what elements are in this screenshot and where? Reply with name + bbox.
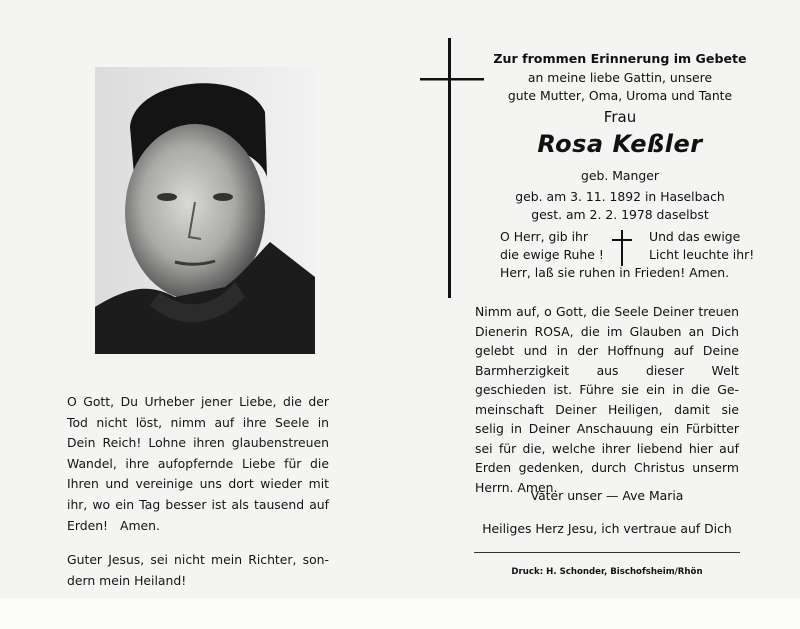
short-prayer-closing: Herr, laß sie ruhen in Frieden! Amen. bbox=[500, 265, 730, 280]
left-prayer-body: O Gott, Du Urheber jener Liebe, die der Tod nicht löst, nimm auf ihre Seele in Dein Reich! Lohne ihren glaubenstreuen Wandel, ihre aufopfernde Liebe für die Ihren und vereinige uns dort wieder mit ihr, wo ein Tag besser ist als tausend auf Erden! bbox=[67, 394, 329, 533]
portrait-photo bbox=[95, 67, 315, 354]
heiliges-herz-line: Heiliges Herz Jesu, ich vertraue auf Dich bbox=[482, 521, 732, 536]
guter-jesus-text: Guter Jesus, sei nicht mein Richter, sondern mein Heiland! bbox=[67, 552, 329, 588]
vater-unser-line: Vater unser — Ave Maria bbox=[530, 488, 684, 503]
deceased-name: Rosa Keßler bbox=[537, 130, 703, 158]
header-line-3: gute Mutter, Oma, Uroma und Tante bbox=[507, 88, 733, 103]
left-prayer-block bbox=[67, 392, 329, 591]
printer-credit: Druck: H. Schonder, Bischofsheim/Rhön bbox=[511, 567, 703, 577]
card-fold-edge bbox=[0, 598, 800, 629]
birth-info: geb. am 3. 11. 1892 in Haselbach bbox=[515, 189, 725, 204]
short-prayer-left-2: die ewige Ruhe ! bbox=[500, 247, 604, 262]
main-prayer-text: Nimm auf, o Gott, die Seele Deiner treuen Dienerin ROSA, die im Glauben an Dich gelebt und in der Hoffnung auf Deine Barmherzigkeit aus dieser Welt geschieden ist. Führe sie ein in die Gemeinschaft Deiner Heiligen, damit sie selig in Deiner Anschauung ein Fürbitter sei für die, welche ihrer liebend hier auf Erden gedenken, durch Christus unserm Herrn. Amen. bbox=[475, 304, 739, 495]
short-prayer-right-2: Licht leuchte ihr! bbox=[649, 247, 755, 262]
short-prayer-right bbox=[649, 228, 773, 264]
header-line-2: an meine liebe Gattin, unsere bbox=[527, 70, 713, 85]
short-prayer-left bbox=[500, 228, 608, 264]
death-info: gest. am 2. 2. 1978 daselbst bbox=[531, 207, 709, 222]
short-prayer-right-1: Und das ewige bbox=[649, 229, 741, 244]
left-prayer-amen: Amen. bbox=[119, 517, 160, 533]
small-cross-icon bbox=[610, 228, 634, 266]
header-line-1: Zur frommen Erinnerung im Gebete bbox=[493, 51, 747, 66]
title-frau: Frau bbox=[603, 108, 637, 126]
left-prayer-text bbox=[67, 392, 329, 536]
short-prayer-left-1: O Herr, gib ihr bbox=[500, 229, 588, 244]
maiden-name: geb. Manger bbox=[581, 168, 659, 183]
divider-line bbox=[474, 552, 740, 553]
